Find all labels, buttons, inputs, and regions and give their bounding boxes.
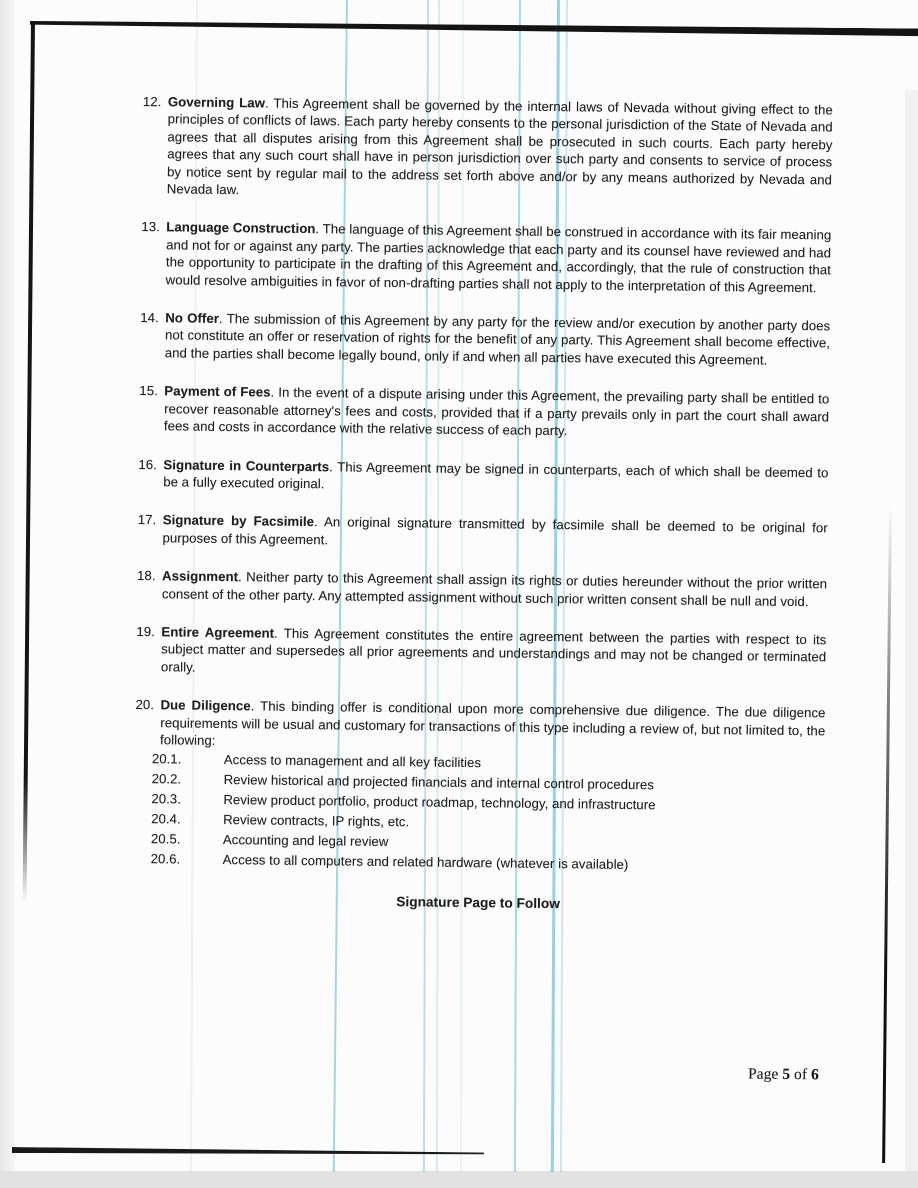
section-title: Payment of Fees <box>164 383 271 400</box>
section-15-payment-of-fees <box>139 382 830 443</box>
section-title: No Offer <box>165 310 220 327</box>
due-diligence-item-number: 20.6. <box>150 851 181 867</box>
section-body-text: . In the event of a dispute arising under this Agreement, the prevailing party shall be entitled to recover reasonable attorney's fees and costs, provided that if a party prevails only in part the court shall award fees and costs in accordance with the relative success of each party. <box>163 384 830 439</box>
scan-border-left <box>23 21 35 903</box>
scanner-edge-bottom <box>0 1171 918 1188</box>
section-number: 15. <box>139 383 158 399</box>
due-diligence-item-text: Review contracts, IP rights, etc. <box>223 812 410 830</box>
section-body-text: . The language of this Agreement shall be construed in accordance with its fair meaning and not for or against any party. The parties acknowledge that each party and its counsel have reviewed and had the opportunity to participate in the drafting of this Agreement and, accordingly, that the rule of construction that would resolve ambiguities in favor of non-drafting parties shall not apply to the interpretation of this Agreement. <box>165 221 832 295</box>
scan-border-bottom <box>12 1147 484 1156</box>
due-diligence-item-number: 20.2. <box>151 771 182 787</box>
section-paragraph <box>162 512 827 555</box>
section-number: 14. <box>140 310 159 326</box>
section-title: Signature in Counterparts <box>163 456 330 474</box>
section-body-text: . This binding offer is conditional upon more comprehensive due diligence. The due diligence requirements will be usual and customary for transactions of this type including a review of, but not limited to, the following: <box>160 698 826 748</box>
section-paragraph <box>165 309 831 369</box>
due-diligence-item-text: Review product portfolio, product roadmap, technology, and infrastructure <box>223 792 656 813</box>
due-diligence-list <box>134 749 825 877</box>
section-paragraph <box>167 93 833 206</box>
section-number: 18. <box>137 568 156 584</box>
contract-text-block <box>133 93 833 1084</box>
section-body-text: . This Agreement may be signed in counterparts, each of which shall be deemed to be a fully executed original. <box>163 458 829 492</box>
scan-border-right <box>882 505 892 1163</box>
section-paragraph <box>164 383 830 443</box>
section-number: 17. <box>137 512 157 528</box>
due-diligence-item-number: 20.3. <box>151 791 182 807</box>
page-number: 5 <box>782 1065 791 1083</box>
scan-border-top <box>30 20 918 37</box>
section-paragraph <box>161 623 827 683</box>
section-title: Governing Law <box>167 94 266 111</box>
section-paragraph <box>163 456 828 499</box>
section-title: Due Diligence <box>160 697 251 714</box>
due-diligence-item-text: Accounting and legal review <box>222 832 389 850</box>
due-diligence-item-number: 20.5. <box>150 831 181 847</box>
section-paragraph <box>162 567 827 610</box>
section-body-text: . Neither party to this Agreement shall assign its rights or duties hereunder without the prior written consent of the other party. Any attempted assignment without such prior written consent shall be null and void. <box>161 569 828 609</box>
section-14-no-offer <box>140 309 831 370</box>
scanner-edge-left <box>0 0 15 1172</box>
section-number: 12. <box>142 93 162 110</box>
due-diligence-item-text: Access to all computers and related hardware (whatever is available) <box>222 852 629 873</box>
page-label: Page <box>747 1065 779 1083</box>
due-diligence-item-text: Access to management and all key facilities <box>223 752 482 771</box>
due-diligence-item-text: Review historical and projected financials and internal control procedures <box>223 772 655 793</box>
section-title: Assignment <box>162 568 239 585</box>
section-number: 20. <box>135 697 155 713</box>
scanner-edge-right <box>905 90 918 1171</box>
section-body-text: . The submission of this Agreement by any party for the review and/or execution by another party does not constitute an offer or reservation of rights for the benefit of any party. This Agreement shall become effective, and the parties shall become legally bound, only if and when all parties have executed this Agreement. <box>164 311 831 368</box>
section-18-assignment <box>137 567 827 610</box>
section-20-due-diligence <box>134 696 826 878</box>
signature-page-note: Signature Page to Follow <box>396 894 561 912</box>
section-title: Language Construction <box>166 219 316 237</box>
section-13-language-construction <box>141 218 832 296</box>
due-diligence-item-number: 20.4. <box>151 811 181 827</box>
section-body-text: . An original signature transmitted by facsimile shall be deemed to be original for purposes of this Agreement. <box>162 514 828 548</box>
section-number: 16. <box>138 456 158 472</box>
page-number-footer <box>748 1065 819 1083</box>
of-label: of <box>793 1066 808 1084</box>
section-19-entire-agreement <box>136 623 827 684</box>
section-17-signature-by-facsimile <box>137 511 827 554</box>
section-12-governing-law <box>142 93 833 206</box>
due-diligence-item-number: 20.1. <box>151 751 182 767</box>
total-pages: 6 <box>810 1066 819 1084</box>
section-number: 13. <box>141 219 160 235</box>
section-body-text: . This Agreement shall be governed by the internal laws of Nevada without giving effect to the principles of conflicts of laws. Each party hereby consents to the personal jurisdiction of the State of Nevada and agrees that all disputes arising from this Agreement shall be prosecuted in such courts. Each party hereby agrees that any such court shall have in person jurisdiction over such party and consents to service of process by notice sent by regular mail to the address set forth above and/or by any means authorized by Nevada and Nevada law. <box>166 95 833 198</box>
section-paragraph <box>166 219 832 297</box>
section-body-text: . This Agreement constitutes the entire agreement between the parties with respect to its subject matter and supersedes all prior agreements and understandings and may not be changed or terminated orally. <box>160 625 827 675</box>
section-16-signature-in-counterparts <box>138 455 828 498</box>
section-number: 19. <box>136 623 155 640</box>
section-title: Entire Agreement <box>161 624 275 641</box>
section-paragraph <box>160 696 826 756</box>
section-title: Signature by Facsimile <box>162 512 315 530</box>
